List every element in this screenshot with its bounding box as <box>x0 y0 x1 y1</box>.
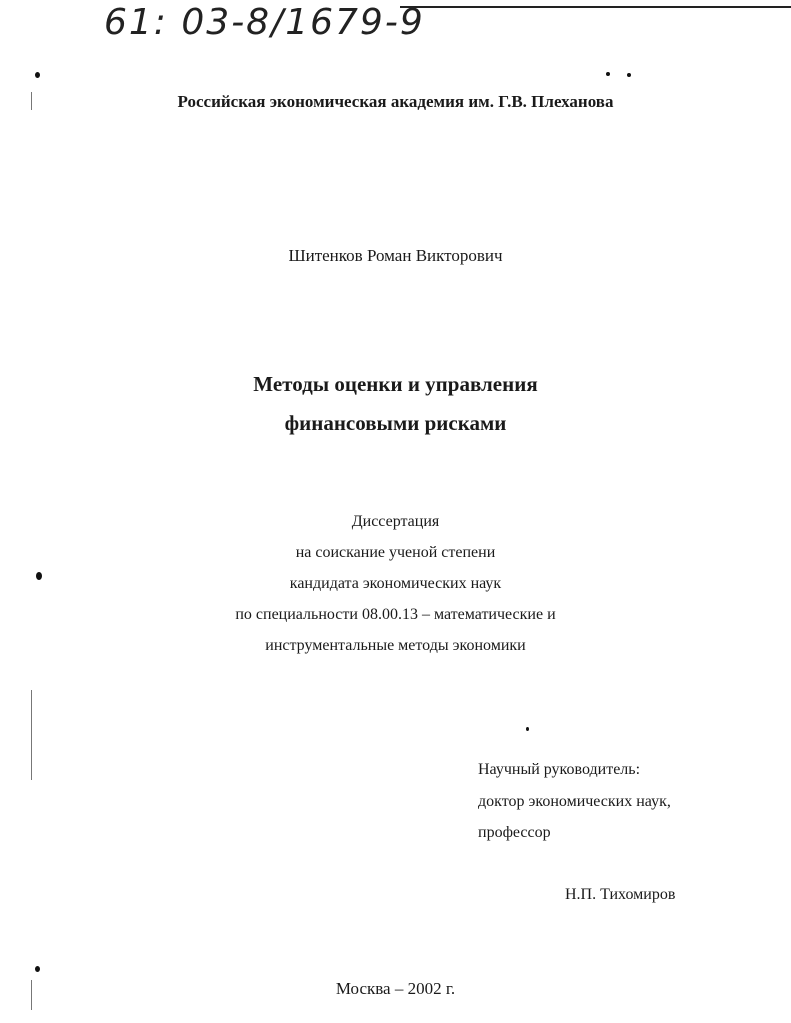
scan-edge-line <box>31 690 32 780</box>
supervisor-line: профессор <box>478 824 551 841</box>
scan-speck <box>606 72 610 76</box>
title-line: Методы оценки и управления <box>253 372 538 396</box>
title-line: финансовыми рисками <box>284 411 507 435</box>
supervisor-line: Научный руководитель: <box>478 761 641 778</box>
scan-speck <box>35 72 40 78</box>
city-year: Москва – 2002 г. <box>335 979 456 998</box>
thesis-line: на соискание ученой степени <box>295 544 496 561</box>
scan-top-rule <box>400 6 791 8</box>
author-name: Шитенков Роман Викторович <box>288 246 503 265</box>
thesis-line: Диссертация <box>351 513 440 530</box>
scan-speck <box>627 73 631 77</box>
institution-name: Российская экономическая академия им. Г.В. Плеханова <box>177 92 614 111</box>
thesis-line: кандидата экономических наук <box>289 575 502 592</box>
thesis-line: по специальности 08.00.13 – математические и <box>235 606 556 623</box>
supervisor-name: Н.П. Тихомиров <box>565 886 676 903</box>
thesis-line: инструментальные методы экономики <box>265 637 526 654</box>
archive-number: 61: 03-8/1679-9 <box>104 2 425 43</box>
scan-speck <box>35 966 40 972</box>
supervisor-line: доктор экономических наук, <box>478 793 671 810</box>
scan-speck <box>526 727 529 731</box>
